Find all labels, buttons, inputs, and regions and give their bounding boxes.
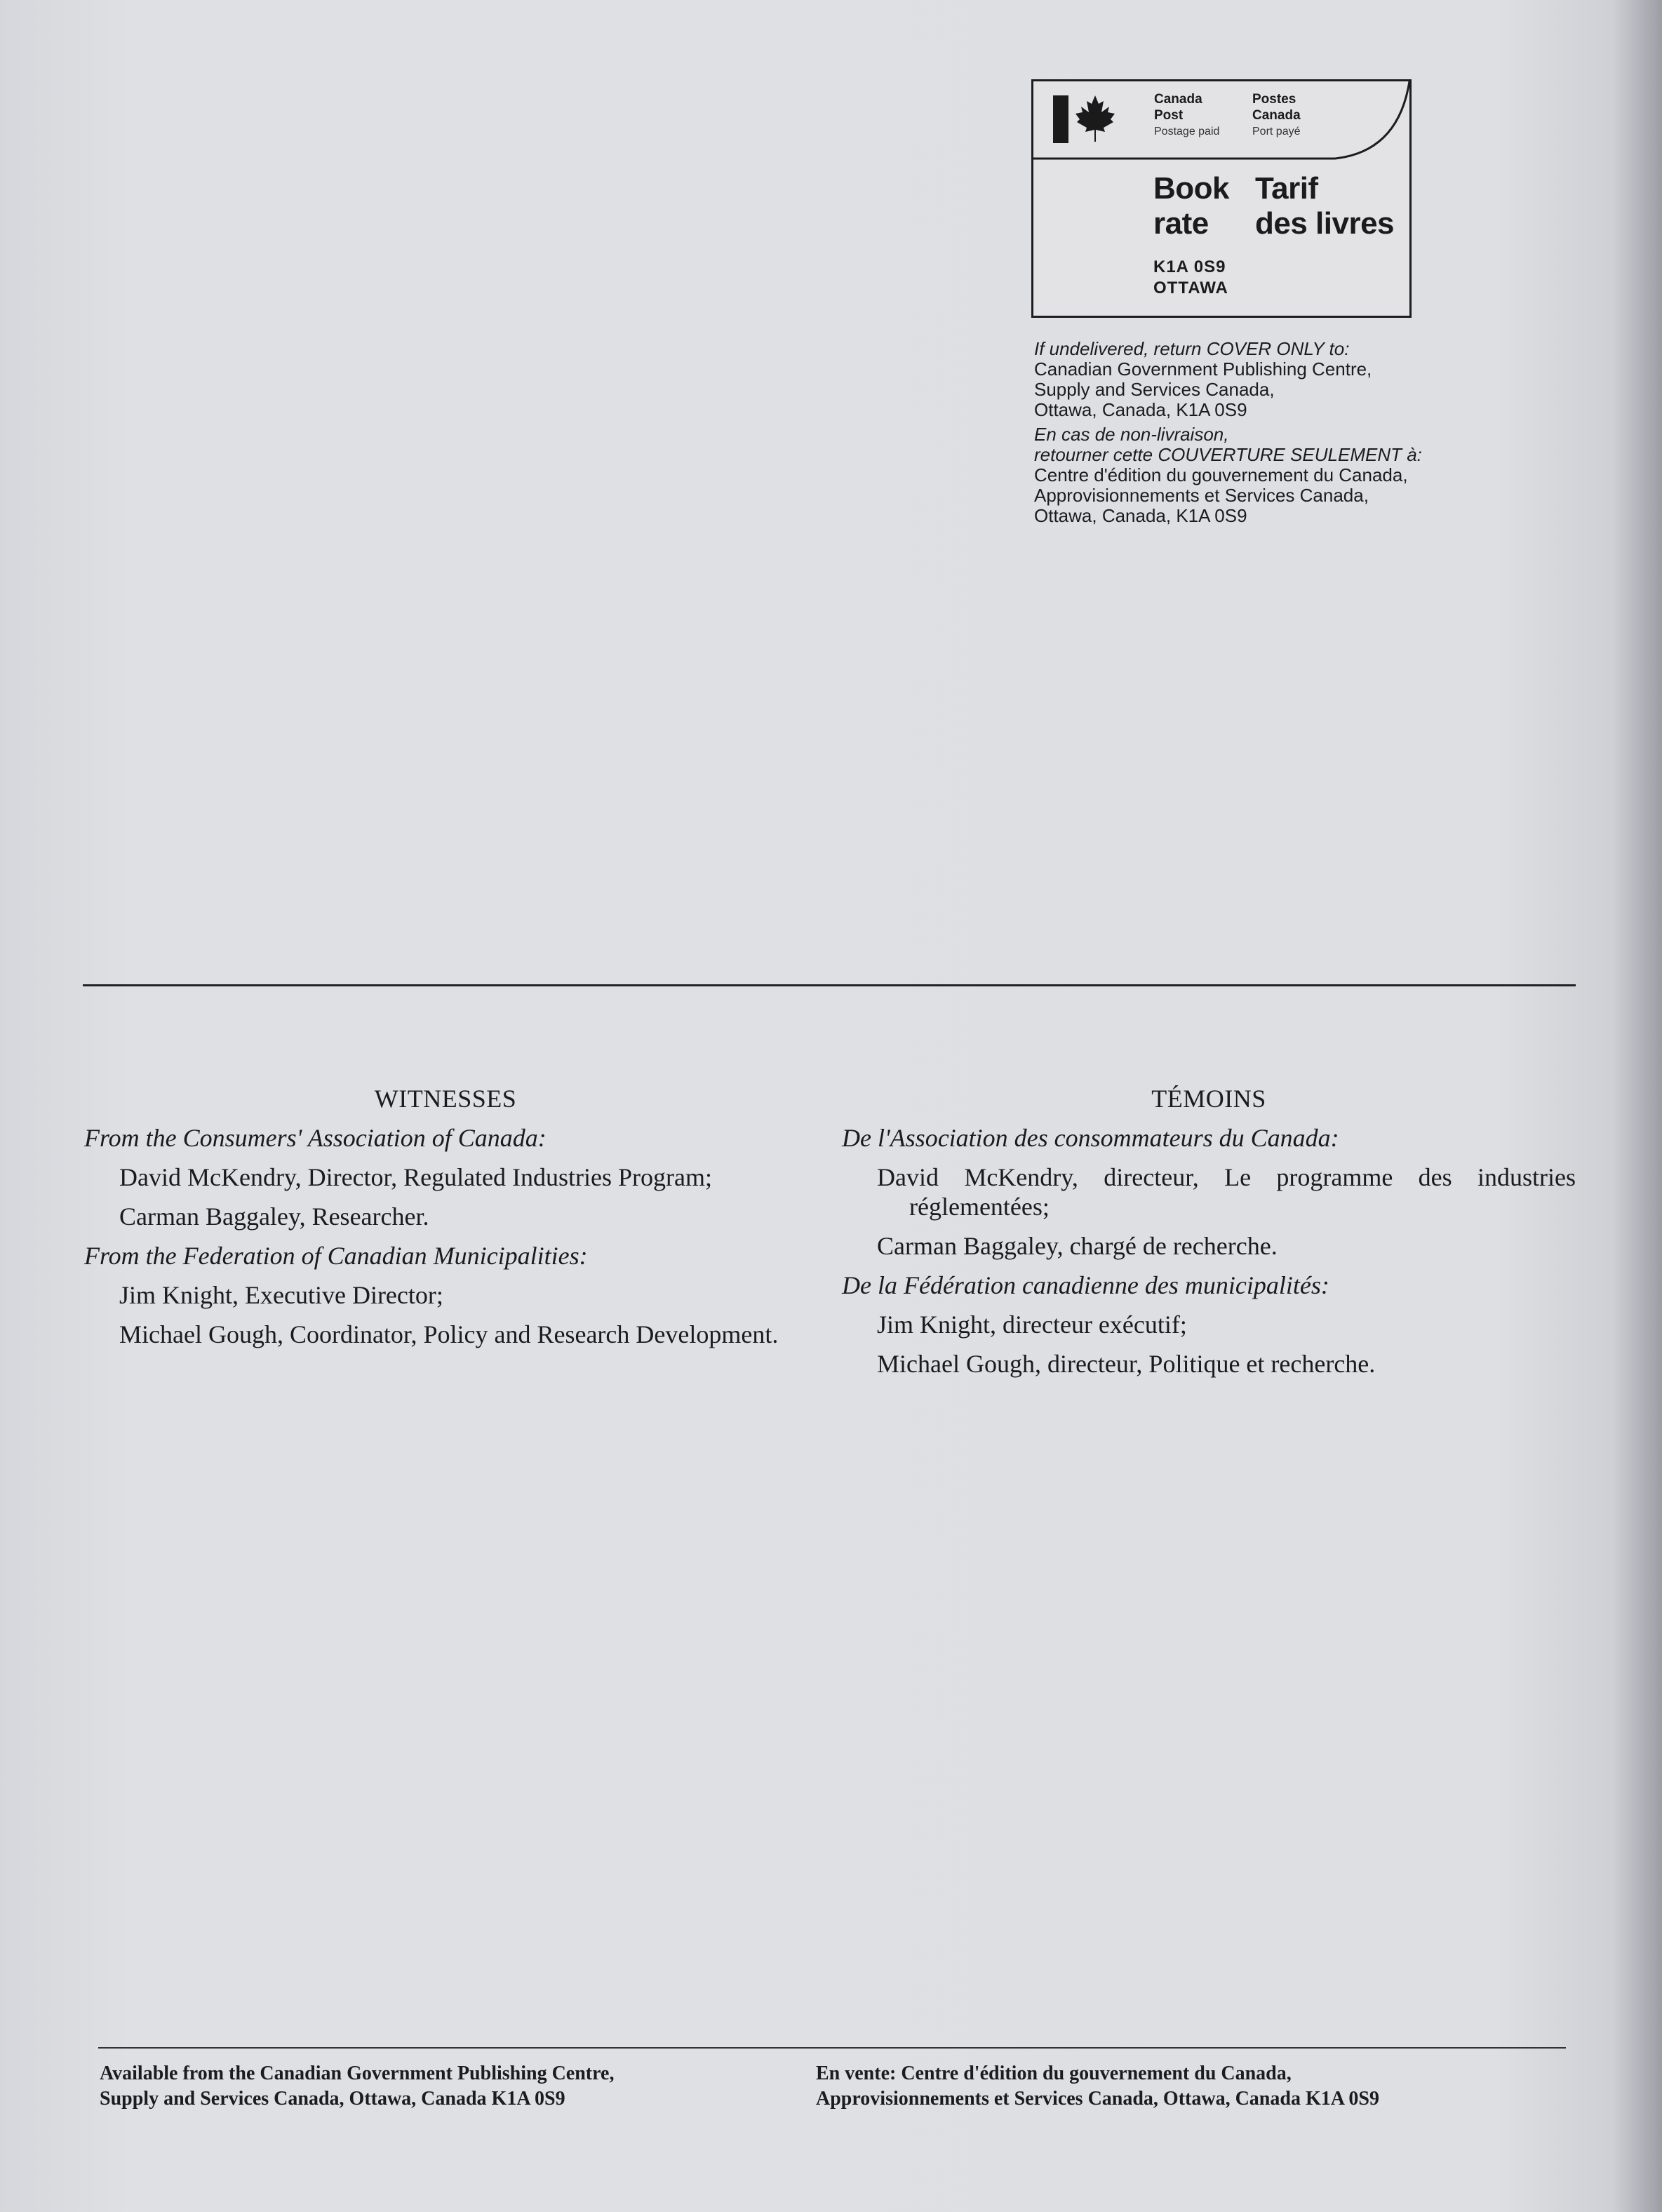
footer-availability-en xyxy=(100,2061,614,2112)
witness-entry: Michael Gough, Coordinator, Policy and Research Development. xyxy=(119,1320,779,1348)
indicia-city: OTTAWA xyxy=(1153,279,1228,297)
indicia-fr-post: Canada xyxy=(1252,108,1301,123)
postage-indicia xyxy=(1031,79,1412,318)
rate-en-line2: rate xyxy=(1153,206,1209,241)
footer-en-line1: Available from the Canadian Government Publishing Centre, xyxy=(100,2063,615,2084)
footer-en-line2: Supply and Services Canada, Ottawa, Canada K1A 0S9 xyxy=(100,2088,565,2110)
witness-org: De l'Association des consommateurs du Canada: xyxy=(842,1124,1339,1152)
canada-post-en xyxy=(1154,91,1219,140)
book-rate-en xyxy=(1153,171,1229,241)
rate-en-line1: Book xyxy=(1153,171,1229,206)
footer-fr-line2: Approvisionnements et Services Canada, Ottawa, Canada K1A 0S9 xyxy=(816,2088,1379,2110)
indicia-en-paid: Postage paid xyxy=(1154,126,1220,138)
indicia-en-name: Canada xyxy=(1154,92,1202,107)
return-en-line: Canadian Government Publishing Centre, xyxy=(1034,358,1372,380)
indicia-en-post: Post xyxy=(1154,108,1184,123)
book-rate-fr xyxy=(1255,171,1394,241)
witnesses-english xyxy=(84,1084,807,1359)
return-en-line: Supply and Services Canada, xyxy=(1034,379,1275,400)
witness-org: From the Consumers' Association of Canada: xyxy=(84,1124,547,1152)
return-address xyxy=(1034,339,1539,530)
return-address-fr xyxy=(1034,424,1539,526)
witness-entry: David McKendry, Director, Regulated Industries Program; xyxy=(119,1163,712,1191)
witness-entry: Carman Baggaley, chargé de recherche. xyxy=(877,1232,1278,1260)
footer-divider xyxy=(98,2047,1566,2049)
indicia-postal xyxy=(1153,257,1228,299)
witnesses-french xyxy=(842,1084,1576,1388)
flag-bar-icon xyxy=(1053,95,1068,143)
temoins-heading: TÉMOINS xyxy=(1151,1085,1266,1113)
return-fr-line: Centre d'édition du gouvernement du Canada, xyxy=(1034,464,1408,485)
indicia-postal-code: K1A 0S9 xyxy=(1153,257,1226,276)
footer-fr-line1: En vente: Centre d'édition du gouvernement du Canada, xyxy=(816,2063,1292,2084)
witness-entry: Carman Baggaley, Researcher. xyxy=(119,1202,429,1231)
footer-availability-fr xyxy=(816,2061,1379,2112)
witness-org: From the Federation of Canadian Municipalities: xyxy=(84,1242,588,1270)
return-fr-lead-2: retourner cette COUVERTURE SEULEMENT à: xyxy=(1034,444,1422,465)
witness-entry: Jim Knight, directeur exécutif; xyxy=(877,1311,1187,1339)
maple-leaf-icon xyxy=(1073,93,1118,146)
return-fr-line: Ottawa, Canada, K1A 0S9 xyxy=(1034,505,1247,526)
witness-entry: Jim Knight, Executive Director; xyxy=(119,1281,443,1309)
witness-org: De la Fédération canadienne des municipalités: xyxy=(842,1271,1329,1299)
canada-post-fr xyxy=(1252,91,1301,140)
witnesses-heading: WITNESSES xyxy=(374,1085,517,1113)
indicia-fr-paid: Port payé xyxy=(1252,126,1301,138)
return-fr-lead-1: En cas de non-livraison, xyxy=(1034,424,1229,445)
return-en-lead: If undelivered, return COVER ONLY to: xyxy=(1034,338,1350,359)
indicia-header xyxy=(1033,81,1409,159)
return-address-en xyxy=(1034,339,1539,420)
return-fr-line: Approvisionnements et Services Canada, xyxy=(1034,485,1369,506)
rate-fr-line2: des livres xyxy=(1255,206,1395,241)
section-divider xyxy=(83,984,1576,986)
indicia-fr-name: Postes xyxy=(1252,92,1296,107)
witness-entry: Michael Gough, directeur, Politique et recherche. xyxy=(877,1350,1376,1378)
rate-fr-line1: Tarif xyxy=(1255,171,1318,206)
return-en-line: Ottawa, Canada, K1A 0S9 xyxy=(1034,399,1247,420)
witness-entry: David McKendry, directeur, Le programme des industries réglementées; xyxy=(877,1163,1576,1221)
